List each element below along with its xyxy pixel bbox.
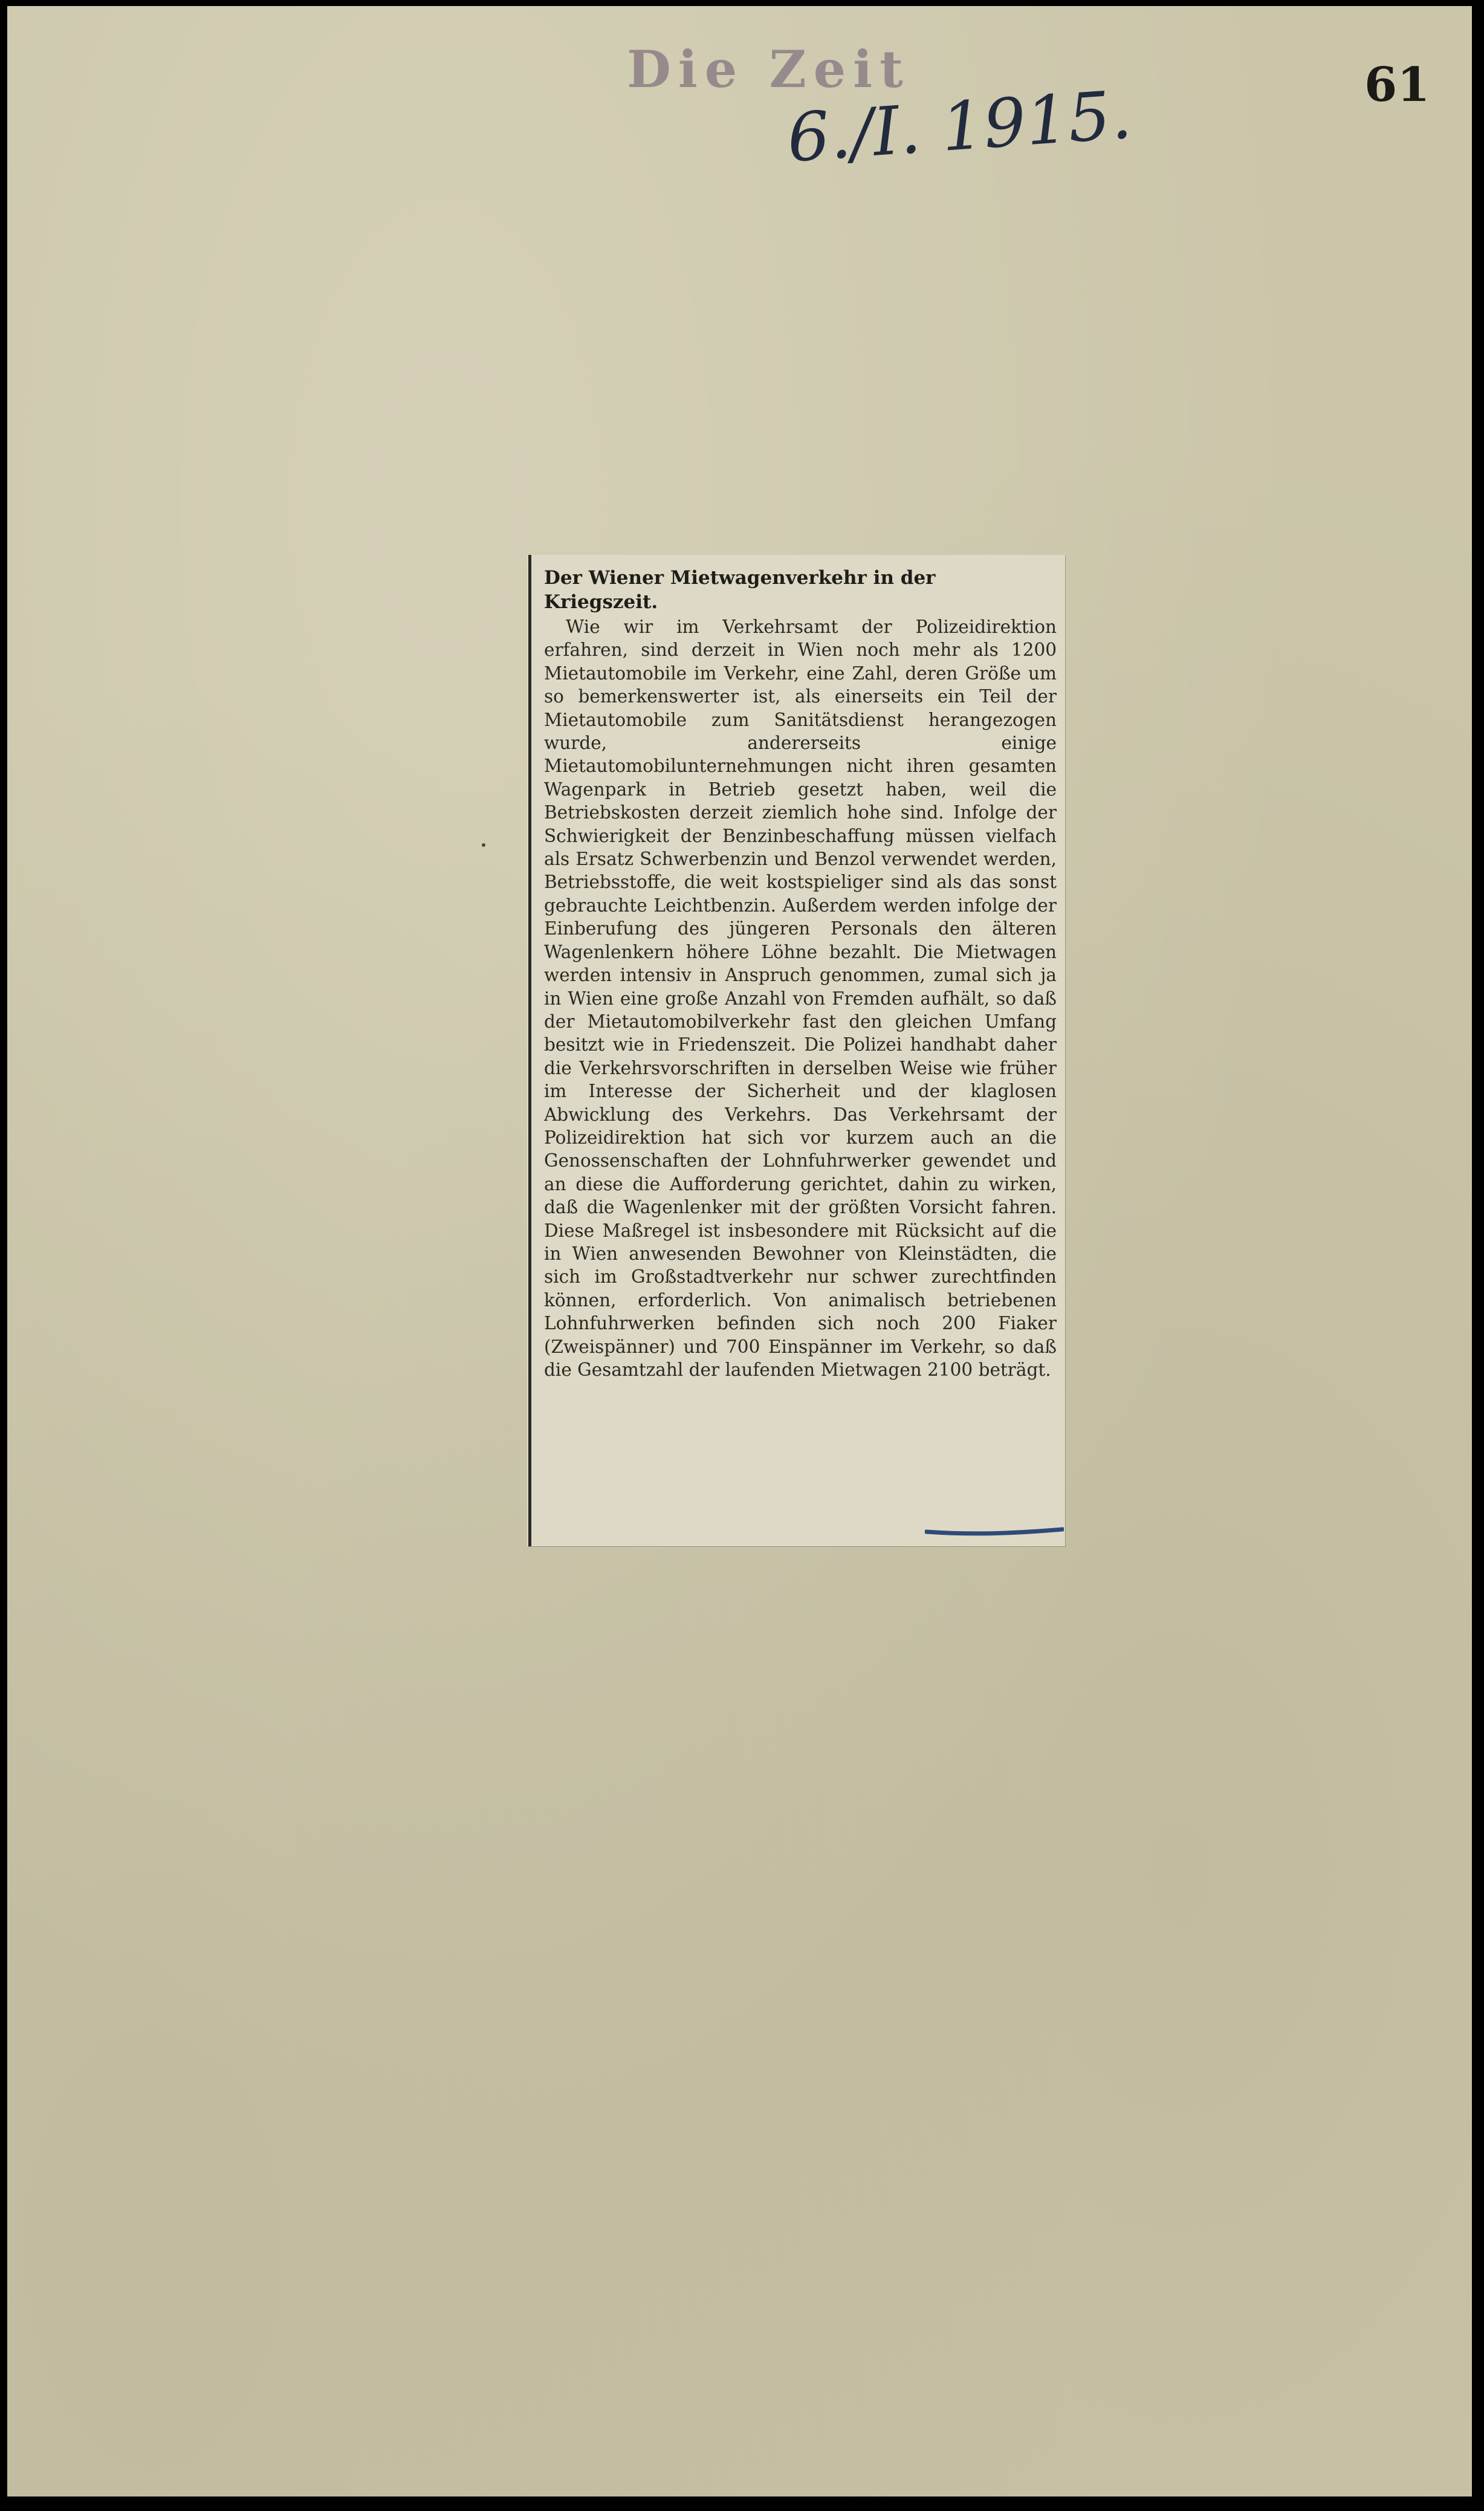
pencil-underline-mark (925, 1526, 1064, 1537)
paper-speck (482, 843, 485, 847)
handwritten-date: 6./I. 1915. (785, 76, 1135, 177)
clipping-body: Wie wir im Verkehrsamt der Polizeidirektion erfahren, sind derzeit in Wien noch mehr als 1200 Mietautomobile im Verkehr, eine Zahl, deren Größe um so bemerkenswerter ist, als einerseits ein Teil der Mietautomobile zum Sanitätsdienst herangezogen wurde, andererseits einige Mietautomobilunternehmungen nicht ihren gesamten Wagenpark in Betrieb gesetzt haben, weil die Betriebskosten derzeit ziemlich hohe sind. Infolge der Schwierigkeit der Benzinbeschaffung müssen vielfach als Ersatz Schwerbenzin und Benzol verwendet werden, Betriebsstoffe, die weit kostspieliger sind als das sonst gebrauchte Leichtbenzin. Außerdem werden infolge der Einberufung des jüngeren Personals den älteren Wagenlenkern höhere Löhne bezahlt. Die Mietwagen werden intensiv in Anspruch genommen, zumal sich ja in Wien eine große Anzahl von Fremden aufhält, so daß der Mietautomobilverkehr fast den gleichen Umfang besitzt wie in Friedenszeit. Die Polizei handhabt daher die Verkehrsvorschriften in derselben Weise wie früher im Interesse der Sicherheit und der klaglosen Abwicklung des Verkehrs. Das Verkehrsamt der Polizeidirektion hat sich vor kurzem auch an die Genossenschaften der Lohnfuhrwerker gewendet und an diese die Aufforderung gerichtet, dahin zu wirken, daß die Wagenlenker mit der größten Vorsicht fahren. Diese Maßregel ist insbesondere mit Rücksicht auf die in Wien anwesenden Bewohner von Kleinstädten, die sich im Großstadtverkehr nur schwer zurechtfinden können, erforderlich. Von animalisch betriebenen Lohnfuhrwerken befinden sich noch 200 Fiaker (Zweispänner) und 700 Einspänner im Verkehr, so daß die Gesamtzahl der laufenden Mietwagen 2100 beträgt. (544, 617, 1057, 1380)
clipping-headline: Der Wiener Mietwagenverkehr in der Kriegszeit. (544, 567, 936, 613)
newspaper-stamp: Die Zeit (627, 39, 910, 99)
newspaper-clipping (527, 555, 1065, 1546)
page-number: 61 (1364, 57, 1430, 112)
